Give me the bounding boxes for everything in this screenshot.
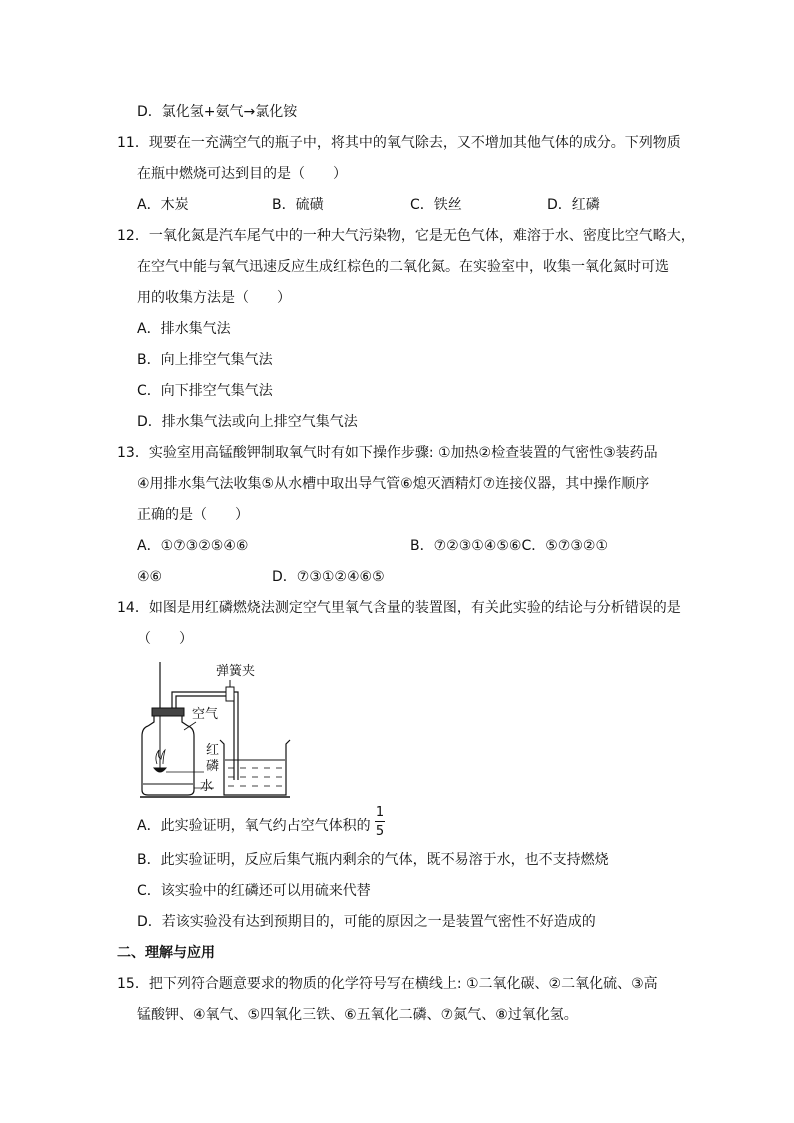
q13-option-d: D．⑦③①②④⑥⑤ (272, 569, 385, 585)
fraction-numerator: 1 (375, 805, 385, 820)
q13-option-a: A．①⑦③②⑤④⑥ (137, 538, 249, 554)
q11-option-a: A．木炭 (137, 197, 189, 213)
q13-stem-line3: 正确的是（ ） (137, 507, 249, 523)
fraction-denominator: 5 (375, 824, 385, 839)
q12-stem-line1: 12．一氧化氮是汽车尾气中的一种大气污染物，它是无色气体，难溶于水、密度比空气略大， (117, 228, 695, 244)
q14-option-a (137, 816, 371, 836)
beaker (220, 740, 290, 795)
clamp (226, 687, 234, 701)
label-clamp: 弹簧夹 (216, 664, 256, 679)
q12-stem-line2: 在空气中能与氧气迅速反应生成红棕色的二氧化氮。在实验室中，收集一氧化氮时可选 (137, 259, 669, 275)
q12-option-c: C．向下排空气集气法 (137, 383, 273, 399)
q12-option-d: D．排水集气法或向上排空气集气法 (137, 414, 358, 430)
q14-option-d: D．若该实验没有达到预期目的，可能的原因之一是装置气密性不好造成的 (137, 914, 596, 930)
q15-stem-line1: 15．把下列符合题意要求的物质的化学符号写在横线上: ①二氧化碳、②二氧化硫、③高 (117, 976, 658, 992)
q11-stem-line2: 在瓶中燃烧可达到目的是（ ） (137, 166, 347, 182)
q14-stem-line2: （ ） (137, 631, 193, 647)
glass-tube (172, 692, 238, 780)
q10-option-d: D．氯化氢+氨气→氯化铵 (137, 104, 298, 120)
q13-stem-line1: 13．实验室用高锰酸钾制取氧气时有如下操作步骤: ①加热②检查装置的气密性③装药品 (117, 445, 658, 461)
q11-stem-line1: 11．现要在一充满空气的瓶子中，将其中的氧气除去，又不增加其他气体的成分。下列物质 (117, 135, 681, 151)
q13-option-c-cont: ④⑥ (137, 569, 163, 585)
q14-apparatus-diagram (140, 660, 300, 805)
q13-option-b-c: B．⑦②③①④⑤⑥C．⑤⑦③②① (410, 538, 608, 554)
q12-option-a: A．排水集气法 (137, 321, 231, 337)
q11-option-b: B．硫磺 (272, 197, 324, 213)
label-red: 红 (206, 743, 220, 758)
q15-stem-line2: 锰酸钾、④氧气、⑤四氧化三铁、⑥五氧化二磷、⑦氮气、⑧过氧化氢。 (137, 1007, 578, 1023)
combustion-spoon (154, 768, 166, 772)
apparatus-drawing (140, 660, 300, 805)
label-water: 水 (200, 779, 214, 794)
q11-option-d: D．红磷 (547, 197, 600, 213)
q14-option-b: B．此实验证明，反应后集气瓶内剩余的气体，既不易溶于水，也不支持燃烧 (137, 852, 609, 868)
q14-stem-line1: 14．如图是用红磷燃烧法测定空气里氧气含量的装置图，有关此实验的结论与分析错误的是 (117, 600, 681, 616)
q13-stem-line2: ④用排水集气法收集⑤从水槽中取出导气管⑥熄灭酒精灯⑦连接仪器，其中操作顺序 (137, 476, 650, 492)
q11-option-c: C．铁丝 (410, 197, 462, 213)
fraction-bar (375, 821, 385, 822)
q14-option-a-text: A．此实验证明，氧气约占空气体积的 (137, 818, 371, 834)
q12-stem-line3: 用的收集方法是（ ） (137, 290, 291, 306)
q14-option-c: C．该实验中的红磷还可以用硫来代替 (137, 883, 371, 899)
label-air: 空气 (192, 707, 219, 722)
q12-option-b: B．向上排空气集气法 (137, 352, 273, 368)
section-title: 二、理解与应用 (117, 945, 215, 961)
label-phos: 磷 (206, 759, 220, 774)
stopper (152, 708, 184, 716)
collection-jar (142, 726, 194, 795)
